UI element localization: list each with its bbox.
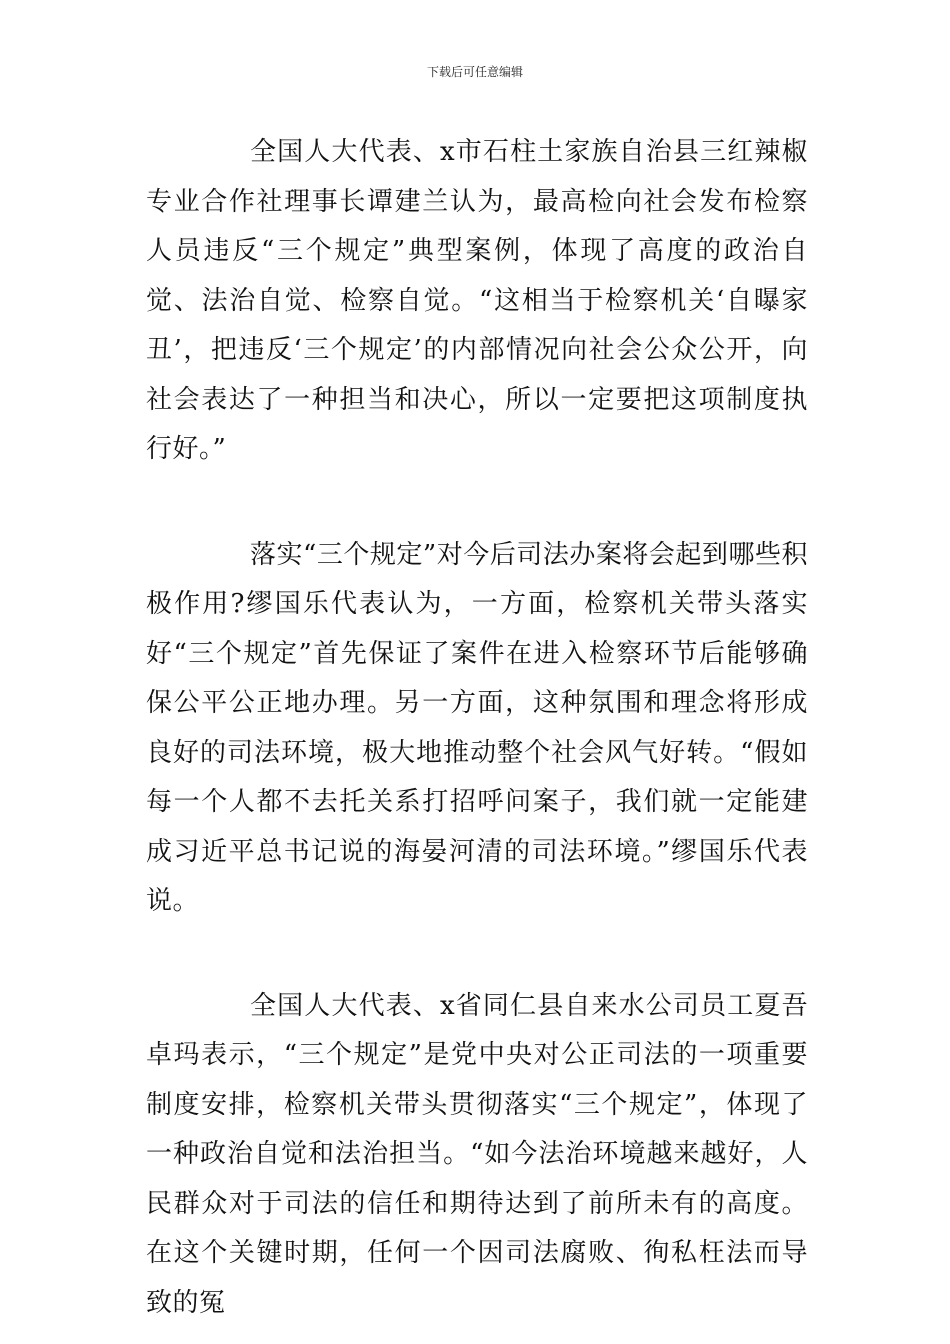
paragraph: 落实“三个规定”对今后司法办案将会起到哪些积极作用?缪国乐代表认为，一方面，检察机关带头落实好“三个规定”首先保证了案件在进入检察环节后能够确保公平公正地办理。另一方面，这种氛围和理念将形成良好的司法环境，极大地推动整个社会风气好转。“假如每一个人都不去托关系打招呼问案子，我们就一定能建成习近平总书记说的海晏河清的司法环境。”缪国乐代表说。: [146, 539, 808, 916]
paragraph: 全国人大代表、x市石柱土家族自治县三红辣椒专业合作社理事长谭建兰认为，最高检向社会发布检察人员违反“三个规定”典型案例，体现了高度的政治自觉、法治自觉、检察自觉。“这相当于检察机关‘自曝家丑’，把违反‘三个规定’的内部情况向社会公众公开，向社会表达了一种担当和决心，所以一定要把这项制度执行好。”: [146, 137, 808, 464]
page-header: 下载后可任意编辑: [426, 65, 523, 79]
document-body: [146, 128, 808, 1328]
paragraph: 全国人大代表、x省同仁县自来水公司员工夏吾卓玛表示，“三个规定”是党中央对公正司法的一项重要制度安排，检察机关带头贯彻落实“三个规定”，体现了一种政治自觉和法治担当。“如今法治环境越来越好，人民群众对于司法的信任和期待达到了前所未有的高度。在这个关键时期，任何一个因司法腐败、徇私枉法而导致的冤: [146, 990, 808, 1318]
